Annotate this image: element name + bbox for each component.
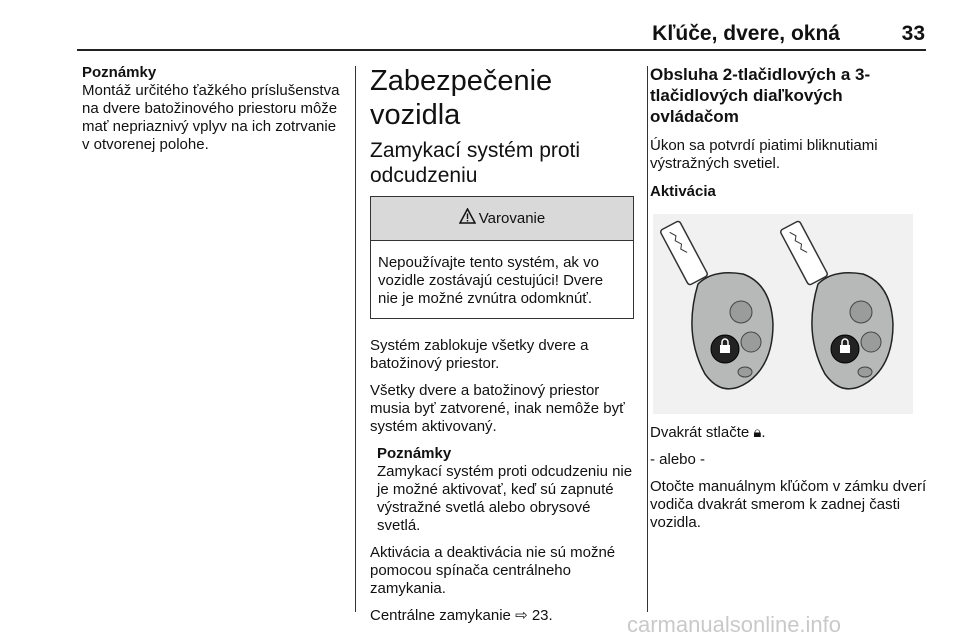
watermark: carmanualsonline.info [627, 612, 842, 637]
manual-instruction: Otočte manuálnym kľúčom v zámku dverí vodiča dvakrát smerom k zadnej časti vozidla. [650, 478, 927, 531]
note-block [370, 445, 635, 535]
crossref-page[interactable]: 23. [531, 607, 553, 624]
warning-text: Nepoužívajte tento systém, ak vo vozidle zostávajú cestujúci! Dvere nie je možné zvnútra odomknúť. [378, 254, 604, 307]
press-end: . [761, 424, 766, 441]
press-instruction [650, 424, 928, 442]
column-left [82, 64, 344, 154]
intro-paragraph: Úkon sa potvrdí piatimi bliknutiami výstražných svetiel. [650, 137, 878, 172]
note-text-2: Zamykací systém proti odcudzeniu nie je možné aktivovať, keď sú zapnuté výstražné svetlá alebo obrysové svetlá. [377, 463, 633, 534]
remote-key-fob-icon [653, 214, 913, 414]
column-middle [370, 64, 635, 634]
or-separator: - alebo - [650, 451, 706, 468]
lock-icon: 🔒︎ [753, 424, 762, 441]
press-text: Dvakrát stlačte [650, 424, 750, 441]
column-divider-left [355, 66, 356, 612]
activation-label: Aktivácia [650, 183, 716, 200]
column-right [650, 64, 928, 541]
note-text: Montáž určitého ťažkého príslušenstva na dvere batožinového priestoru môže mať nepriaznivý vplyv na ich zotrvanie v otvorenej polohe. [82, 82, 340, 153]
paragraph-3: Aktivácia a deaktivácia nie sú možné pomocou spínača centrálneho zamykania. [370, 544, 616, 597]
paragraph-2: Všetky dvere a batožinový priestor musia byť zatvorené, inak nemôže byť systém aktivovaný. [370, 382, 625, 435]
remote-heading: Obsluha 2-tlačidlových a 3-tlačidlových diaľkových ovládačom [650, 65, 871, 126]
subsection-title: Zamykací systém proti odcudzeniu [370, 139, 581, 187]
crossref-paragraph [370, 607, 635, 625]
warning-header [371, 197, 633, 241]
page-header-title: Kľúče, dvere, okná [652, 22, 840, 45]
warning-box [370, 196, 634, 319]
paragraph-1: Systém zablokuje všetky dvere a batožinový priestor. [370, 337, 589, 372]
crossref-text: Centrálne zamykanie [370, 607, 511, 624]
section-title: Zabezpečenie vozidla [370, 65, 553, 131]
column-divider-right [647, 66, 648, 612]
warning-triangle-icon [459, 208, 476, 229]
note-title: Poznámky [82, 64, 157, 81]
warning-title: Varovanie [478, 210, 546, 227]
note-title-2: Poznámky [377, 445, 452, 462]
page-number: 33 [901, 22, 925, 45]
crossref-arrow-icon: ⇨ [515, 607, 528, 624]
header-rule [77, 49, 926, 51]
